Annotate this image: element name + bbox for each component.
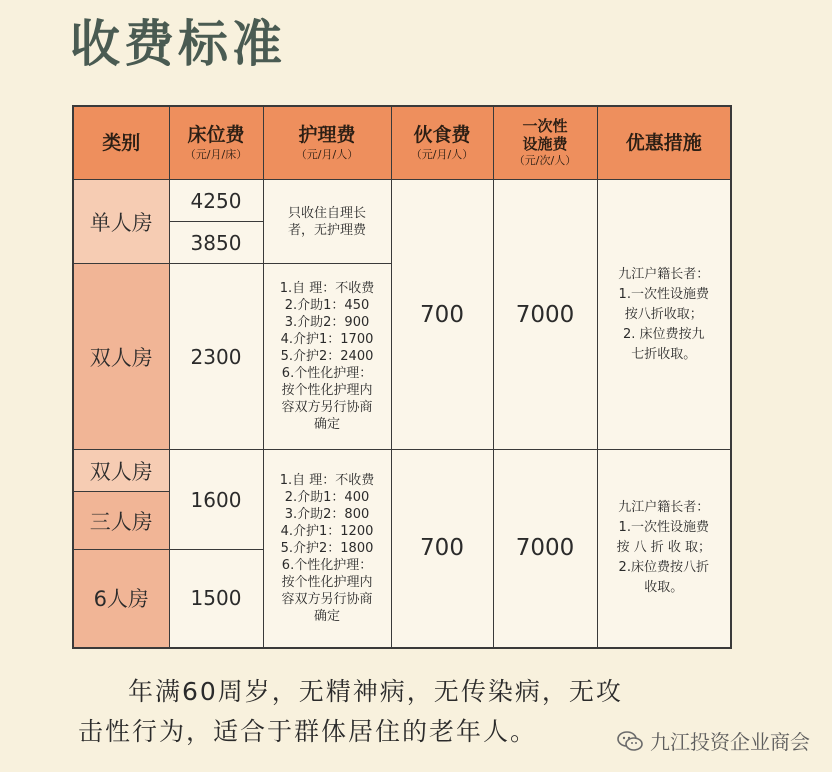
care-fee-list: 1.自 理：不收费 2.介助1：400 3.介助2：800 4.介护1：1200 5.介护2：1800 6.个性化护理： 按个性化护理内 容双方另行协商 确定 [263,450,391,648]
bed-price-cell: 1500 [169,550,263,648]
table-row [73,450,731,492]
wechat-icon [616,730,644,752]
discount-cell: 九江户籍长者： 1.一次性设施费 按 八 折 收 取； 2.床位费按八折 收取。 [597,450,731,648]
bed-price-cell: 3850 [169,222,263,264]
category-triple-room: 三人房 [73,492,169,550]
discount-cell: 九江户籍长者： 1.一次性设施费 按八折收取； 2. 床位费按九 七折收取。 [597,180,731,450]
watermark-text: 九江投资企业商会 [650,730,810,754]
bed-price-cell: 4250 [169,180,263,222]
bed-price-cell: 2300 [169,264,263,450]
header-bed-fee: 床位费 （元/月/床） [169,106,263,180]
header-category: 类别 [73,106,169,180]
header-care-fee: 护理费 （元/月/人） [263,106,391,180]
category-six-room: 6人房 [73,550,169,648]
care-fee-list: 1.自 理：不收费 2.介助1：450 3.介助2：900 4.介护1：1700 5.介护2：2400 6.个性化护理： 按个性化护理内 容双方另行协商 确定 [263,264,391,450]
category-double-room: 双人房 [73,264,169,450]
meal-fee-cell: 700 [391,180,493,450]
eligibility-line-1: 年满60周岁，无精神病，无传染病，无攻 [128,677,623,706]
category-single-room: 单人房 [73,180,169,264]
watermark [616,726,810,755]
page-title: 收费标准 [70,15,286,73]
table-row [73,180,731,222]
header-meal-fee: 伙食费 （元/月/人） [391,106,493,180]
header-discount: 优惠措施 [597,106,731,180]
header-facility-fee: 一次性 设施费 （元/次/人） [493,106,597,180]
care-note-single: 只收住自理长 者，无护理费 [263,180,391,264]
fee-table [72,105,732,649]
facility-fee-cell: 7000 [493,450,597,648]
facility-fee-cell: 7000 [493,180,597,450]
category-double-room: 双人房 [73,450,169,492]
table-header-row [73,106,731,180]
bed-price-cell: 1600 [169,450,263,550]
meal-fee-cell: 700 [391,450,493,648]
eligibility-line-2: 击性行为，适合于群体居住的老年人。 [78,717,538,746]
